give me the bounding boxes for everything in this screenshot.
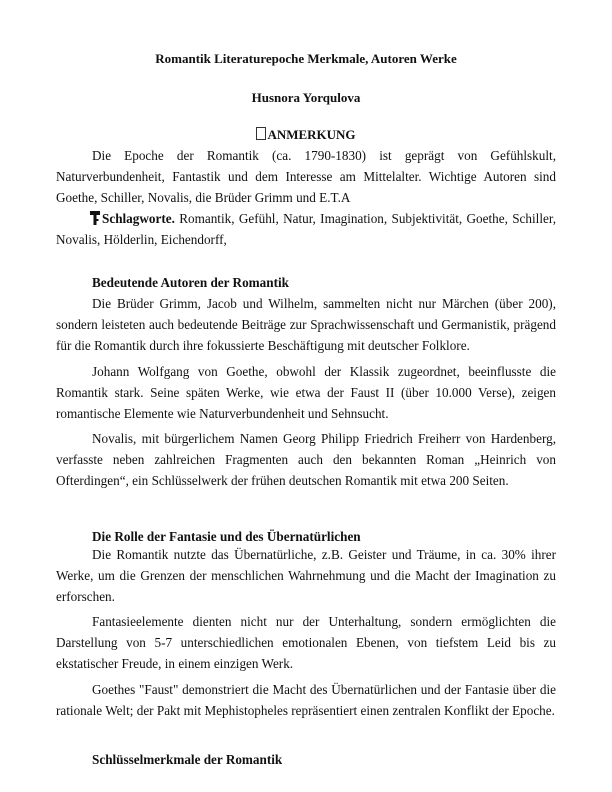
paragraph-supernatural: Die Romantik nutzte das Übernatürliche, z.B. Geister und Träume, in ca. 30% ihrer Werke, um die Grenzen der menschlichen Wahrnehmung und die Macht der Imagination zu erforschen. — [56, 547, 556, 604]
keywords-label: Schlagworte. — [102, 211, 175, 226]
document-author: Husnora Yorqulova — [251, 90, 361, 105]
paragraph-goethe: Johann Wolfgang von Goethe, obwohl der Klassik zugeordnet, beeinflusste die Romantik stark. Seine späten Werke, wie etwa der Faust II (über 10.000 Verse), zeigen romantische Elemente wie Naturverbundenheit und Sehnsucht. — [56, 364, 556, 421]
abstract-paragraph: Die Epoche der Romantik (ca. 1790-1830) ist geprägt von Gefühlskult, Naturverbundenheit, Fantastik und dem Interesse am Mittelalter. Wichtige Autoren sind Goethe, Schiller, Novalis, die Brüder Grimm und E.T.A — [56, 148, 556, 205]
section-heading-fantasy: Die Rolle der Fantasie und des Übernatürlichen — [92, 529, 361, 544]
abstract-heading — [0, 127, 612, 143]
section-heading-features: Schlüsselmerkmale der Romantik — [92, 752, 283, 767]
keywords-paragraph — [56, 208, 556, 250]
document-title: Romantik Literaturepoche Merkmale, Autoren Werke — [155, 51, 457, 66]
section-heading-authors: Bedeutende Autoren der Romantik — [92, 275, 289, 290]
paragraph-faust: Goethes "Faust" demonstriert die Macht des Übernatürlichen und der Fantasie über die rationale Welt; der Pakt mit Mephistopheles repräsentiert einen zentralen Konflikt der Epoche. — [56, 682, 556, 718]
keywords-text: Romantik, Gefühl, Natur, Imagination, Subjektivität, Goethe, Schiller, Novalis, Hölderlin, Eichendorff, — [56, 211, 556, 247]
placeholder-box-icon — [256, 127, 266, 140]
abstract-heading-text: ANMERKUNG — [267, 127, 356, 142]
paragraph-fantasy-elements: Fantasieelemente dienten nicht nur der Unterhaltung, sondern ermöglichten die Darstellung von 5-7 unterschiedlichen emotionalen Ebenen, von tiefstem Leid bis zu ekstatischer Freude, in einem einzigen Werk. — [56, 614, 556, 671]
paragraph-grimm: Die Brüder Grimm, Jacob und Wilhelm, sammelten nicht nur Märchen (über 200), sondern leisteten auch bedeutende Beiträge zur Sprachwissenschaft und Germanistik, prägend für die Romantik durch ihre fokussierte Beschäftigung mit deutscher Folklore. — [56, 296, 556, 353]
key-icon — [90, 211, 100, 225]
paragraph-novalis: Novalis, mit bürgerlichem Namen Georg Philipp Friedrich Freiherr von Hardenberg, verfasste neben zahlreichen Fragmenten auch den bekannten Roman „Heinrich von Ofterdingen“, ein Schlüsselwerk der frühen deutschen Romantik mit etwa 200 Seiten. — [56, 431, 556, 488]
